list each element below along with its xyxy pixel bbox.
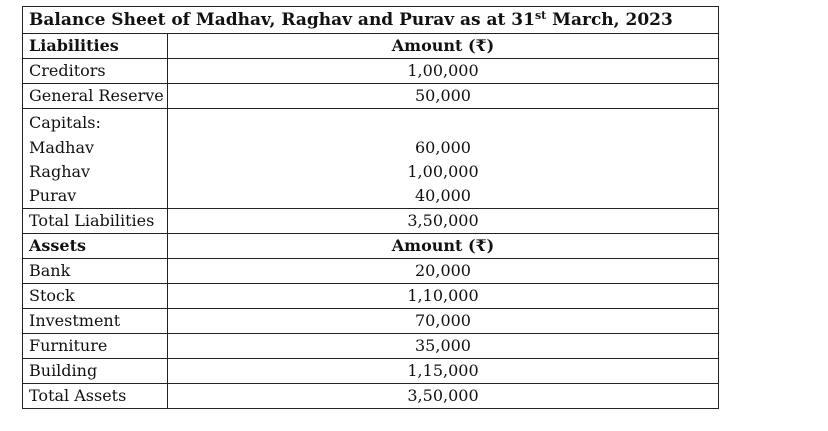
creditors-amount: 1,00,000 xyxy=(168,59,719,84)
general-reserve-label: General Reserve xyxy=(23,84,168,109)
assets-header-row xyxy=(23,234,719,259)
total-assets-amount: 3,50,000 xyxy=(168,384,719,409)
asset-amount: 1,15,000 xyxy=(168,359,719,384)
asset-label: Bank xyxy=(23,259,168,284)
table-row xyxy=(23,184,719,209)
table-row xyxy=(23,259,719,284)
partner-label: Madhav xyxy=(23,136,168,160)
table-title xyxy=(23,7,719,34)
liabilities-header-amount: Amount (₹) xyxy=(168,34,719,59)
total-liabilities-amount: 3,50,000 xyxy=(168,209,719,234)
capitals-amount-blank xyxy=(168,109,719,137)
table-row xyxy=(23,84,719,109)
table-row xyxy=(23,284,719,309)
assets-header-amount: Amount (₹) xyxy=(168,234,719,259)
asset-label: Investment xyxy=(23,309,168,334)
table-row xyxy=(23,160,719,184)
partner-amount: 40,000 xyxy=(168,184,719,209)
creditors-label: Creditors xyxy=(23,59,168,84)
table-row xyxy=(23,59,719,84)
total-assets-row xyxy=(23,384,719,409)
title-row xyxy=(23,7,719,34)
title-suffix: March, 2023 xyxy=(546,10,673,30)
table-row xyxy=(23,136,719,160)
liabilities-header-label: Liabilities xyxy=(23,34,168,59)
total-liabilities-row xyxy=(23,209,719,234)
title-superscript: st xyxy=(534,9,547,22)
capitals-header-row xyxy=(23,109,719,137)
assets-header-label: Assets xyxy=(23,234,168,259)
asset-label: Furniture xyxy=(23,334,168,359)
table-row xyxy=(23,309,719,334)
table-row xyxy=(23,359,719,384)
total-liabilities-label: Total Liabilities xyxy=(23,209,168,234)
partner-amount: 1,00,000 xyxy=(168,160,719,184)
asset-amount: 20,000 xyxy=(168,259,719,284)
asset-label: Building xyxy=(23,359,168,384)
partner-label: Purav xyxy=(23,184,168,209)
total-assets-label: Total Assets xyxy=(23,384,168,409)
asset-amount: 70,000 xyxy=(168,309,719,334)
asset-label: Stock xyxy=(23,284,168,309)
liabilities-header-row xyxy=(23,34,719,59)
table-row xyxy=(23,334,719,359)
asset-amount: 35,000 xyxy=(168,334,719,359)
title-prefix: Balance Sheet of Madhav, Raghav and Purav as at 31 xyxy=(29,10,535,30)
partner-amount: 60,000 xyxy=(168,136,719,160)
partner-label: Raghav xyxy=(23,160,168,184)
capitals-label: Capitals: xyxy=(23,109,168,137)
asset-amount: 1,10,000 xyxy=(168,284,719,309)
balance-sheet-table xyxy=(22,6,719,409)
general-reserve-amount: 50,000 xyxy=(168,84,719,109)
